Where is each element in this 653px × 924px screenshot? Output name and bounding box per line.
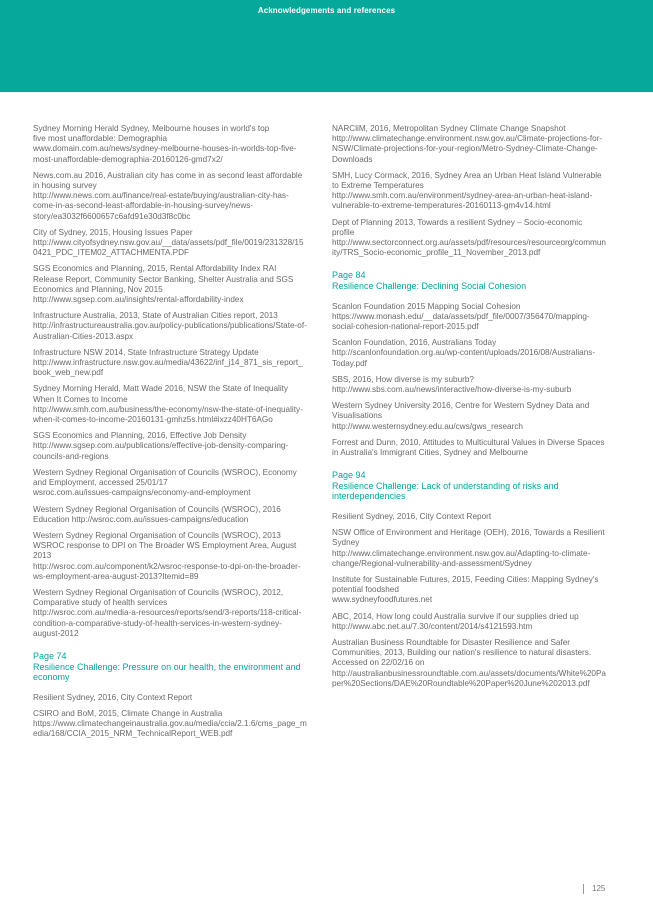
reference-line: http://www.sgsep.com.au/publications/effective-job-density-comparing-councils-and-regions xyxy=(33,441,289,461)
reference-entry xyxy=(332,124,606,165)
reference-line: http://www.smh.com.au/business/the-economy/nsw-the-state-of-inequality-when-it-comes-to-income-20160131-gmhz5s.html#ixzz40HT6AGo xyxy=(33,404,303,425)
reference-entry xyxy=(33,124,307,165)
reference-line: Western Sydney Regional Organisation of Councils (WSROC), 2013 WSROC response to DPI on The Broader WS Employment Area, August 2013 xyxy=(33,530,297,561)
reference-line: http://australianbusinessroundtable.com.au/assets/documents/White%20Paper%20Sections/DAE%20Roundtable%20Paper%20June%202013.pdf xyxy=(332,668,606,688)
reference-line: http://www.infrastructure.nsw.gov.au/media/43622/inf_j14_871_sis_report_book_web_new.pdf xyxy=(33,358,303,378)
reference-line: ABC, 2014, How long could Australia survive if our supplies dried up xyxy=(332,611,579,621)
reference-line: http://wsroc.com.au/media-a-resources/reports/send/3-reports/118-critical-condition-a-comparative-study-of-health-services-in-western-sydney-august-2012 xyxy=(33,608,302,638)
reference-line: Dept of Planning 2013, Towards a resilient Sydney – Socio-economic profile xyxy=(332,217,583,237)
footer-divider xyxy=(583,884,584,894)
reference-line: Resilient Sydney, 2016, City Context Report xyxy=(33,692,193,702)
reference-line: http://infrastructureaustralia.gov.au/policy-publications/publications/State-of-Australian-Cities-2013.aspx xyxy=(33,321,307,341)
reference-line: City of Sydney, 2015, Housing Issues Paper xyxy=(33,227,193,237)
reference-entry xyxy=(332,528,606,569)
section-heading xyxy=(332,470,606,502)
reference-entry xyxy=(332,218,606,259)
reference-entry xyxy=(33,693,307,703)
reference-line: http://www.westernsydney.edu.au/cws/gws_research xyxy=(332,421,523,431)
reference-line: SMH, Lucy Cormack, 2016, Sydney Area an Urban Heat Island Vulnerable to Extreme Temperatures xyxy=(332,170,602,191)
reference-line: NSW Office of Environment and Heritage (OEH), 2016, Towards a Resilient Sydney xyxy=(332,528,605,548)
reference-line: SGS Economics and Planning, 2015, Rental Affordability Index RAI Release Report, Community Sector Banking, Shelter Australia and SGS Economics and Planning, Nov 2015 xyxy=(33,264,294,294)
reference-line: https://www.climatechangeinaustralia.gov.au/media/ccia/2.1.6/cms_page_media/168/CCIA_2015_NRM_TechnicalReport_WEB.pdf xyxy=(33,719,307,739)
reference-entry xyxy=(33,264,307,305)
reference-line: Western Sydney Regional Organisation of Councils (WSROC), 2012, Comparative study of health services xyxy=(33,587,284,608)
reference-entry xyxy=(332,612,606,632)
page-header-band xyxy=(0,0,653,92)
reference-line: http://www.climatechange.environment.nsw.gov.au/Adapting-to-climate-change/Regional-vulnerability-and-assessment/Sydney xyxy=(332,548,591,568)
reference-line: CSIRO and BoM, 2015, Climate Change in Australia xyxy=(33,708,223,718)
reference-entry xyxy=(33,431,307,462)
reference-line: Australian Business Roundtable for Disaster Resilience and Safer Communities, 2013, Building our nation's resilience to natural disasters. Accessed on 22/02/16 on xyxy=(332,638,592,668)
reference-line: www.domain.com.au/news/sydney-melbourne-houses-in-worlds-top-five-most-unaffordable-demographia-20160126-gmd7x2/ xyxy=(33,144,297,164)
reference-entry xyxy=(33,588,307,639)
reference-entry xyxy=(332,512,606,522)
reference-line: Sydney Morning Herald Sydney, Melbourne houses in world's top xyxy=(33,124,270,133)
reference-line: https://www.monash.edu/__data/assets/pdf_file/0007/356470/mapping-social-cohesion-national-report-2015.pdf xyxy=(332,311,590,332)
reference-line: Western Sydney Regional Organisation of Councils (WSROC), Economy and Employment, accessed 25/01/17 xyxy=(33,467,297,488)
reference-line: http://www.cityofsydney.nsw.gov.au/__data/assets/pdf_file/0019/231328/150421_PDC_ITEM02_ATTACHMENTA.PDF xyxy=(33,238,304,258)
reference-line: http://www.news.com.au/finance/real-estate/buying/australian-city-has-come-in-as-second-least-affordable-in-housing-survey/news-story/ea3032f6600657c6afd91e30d3f8c0bc xyxy=(33,191,289,221)
reference-line: SGS Economics and Planning, 2016, Effective Job Density xyxy=(33,431,247,441)
reference-line: Scanlon Foundation, 2016, Australians Today xyxy=(332,338,497,348)
reference-line: Resilient Sydney, 2016, City Context Report xyxy=(332,512,492,522)
page-footer xyxy=(583,884,605,894)
reference-line: Western Sydney Regional Organisation of Councils (WSROC), 2016 Education http://wsroc.com.au/issues-campaigns/education xyxy=(33,504,281,524)
reference-line: http://www.sectorconnect.org.au/assets/pdf/resources/resourceorg/community/TRS_Socio-economic_profile_11_November_2013.pdf xyxy=(332,238,606,258)
reference-line: http://www.smh.com.au/environment/sydney-area-an-urban-heat-island-vulnerable-to-extreme-temperatures-20160113-gm4v14.html xyxy=(332,191,593,211)
reference-line: News.com.au 2016, Australian city has come in as second least affordable in housing survey xyxy=(33,170,303,191)
reference-line: NARCliM, 2016, Metropolitan Sydney Climate Change Snapshot xyxy=(332,124,566,133)
reference-entry xyxy=(33,505,307,525)
reference-entry xyxy=(33,384,307,425)
reference-entry xyxy=(332,171,606,212)
reference-entry xyxy=(332,338,606,369)
reference-entry xyxy=(332,438,606,458)
reference-line: Western Sydney University 2016, Centre for Western Sydney Data and Visualisations xyxy=(332,401,590,421)
page-number: 125 xyxy=(592,884,606,894)
reference-line: Sydney Morning Herald, Matt Wade 2016, NSW the State of Inequality When It Comes to Income xyxy=(33,384,289,404)
references-left-column xyxy=(33,124,307,746)
reference-entry xyxy=(33,311,307,342)
reference-line: Infrastructure Australia, 2013, State of Australian Cities report, 2013 xyxy=(33,311,278,321)
reference-line: http://www.sgsep.com.au/insights/rental-affordability-index xyxy=(33,295,244,305)
reference-entry xyxy=(332,302,606,333)
reference-line: http://www.climatechange.environment.nsw.gov.au/Climate-projections-for-NSW/Climate-projections-for-your-region/Metro-Sydney-Climate-Change-Downloads xyxy=(332,134,603,164)
reference-line: wsroc.com.au/issues-campaigns/economy-and-employment xyxy=(33,488,251,498)
reference-line: Forrest and Dunn, 2010, Attitudes to Multicultural Values in Diverse Spaces in Australia's Immigrant Cities, Sydney and Melbourne xyxy=(332,437,605,458)
reference-line: Infrastructure NSW 2014, State Infrastructure Strategy Update xyxy=(33,347,259,357)
section-page-label: Page 84 xyxy=(332,270,366,281)
section-heading xyxy=(332,270,606,291)
reference-line: Scanlon Foundation 2015 Mapping Social Cohesion xyxy=(332,301,521,311)
reference-line: http://www.abc.net.au/7.30/content/2014/s4121593.htm xyxy=(332,621,533,631)
section-heading-text: Resilience Challenge: Pressure on our health, the environment and economy xyxy=(33,661,301,683)
section-page-label: Page 74 xyxy=(33,650,67,661)
reference-line: five most unaffordable: Demographia xyxy=(33,134,168,144)
section-page-label: Page 94 xyxy=(332,470,366,481)
reference-entry xyxy=(33,468,307,499)
reference-line: SBS, 2016, How diverse is my suburb? xyxy=(332,374,474,384)
reference-entry xyxy=(33,709,307,740)
reference-entry xyxy=(33,531,307,582)
section-title: Acknowledgements and references xyxy=(257,6,396,15)
reference-line: www.sydneyfoodfutures.net xyxy=(332,595,433,605)
section-heading xyxy=(33,651,307,683)
reference-line: http://www.sbs.com.au/news/interactive/how-diverse-is-my-suburb xyxy=(332,385,572,395)
reference-line: Institute for Sustainable Futures, 2015, Feeding Cities: Mapping Sydney's potential foodshed xyxy=(332,575,599,595)
reference-entry xyxy=(33,171,307,222)
reference-entry xyxy=(33,348,307,379)
reference-entry xyxy=(33,228,307,259)
reference-line: http://wsroc.com.au/component/k2/wsroc-response-to-dpi-on-the-broader-ws-employment-area-august-2013?Itemid=89 xyxy=(33,561,301,581)
reference-line: http://scanlonfoundation.org.au/wp-content/uploads/2016/08/Australians-Today.pdf xyxy=(332,348,596,368)
reference-entry xyxy=(332,575,606,606)
reference-entry xyxy=(332,375,606,395)
references-right-column xyxy=(332,124,606,695)
reference-entry xyxy=(332,638,606,689)
section-heading-text: Resilience Challenge: Lack of understanding of risks and interdependencies xyxy=(332,480,559,502)
section-heading-text: Resilience Challenge: Declining Social Cohesion xyxy=(332,281,527,292)
reference-entry xyxy=(332,401,606,432)
